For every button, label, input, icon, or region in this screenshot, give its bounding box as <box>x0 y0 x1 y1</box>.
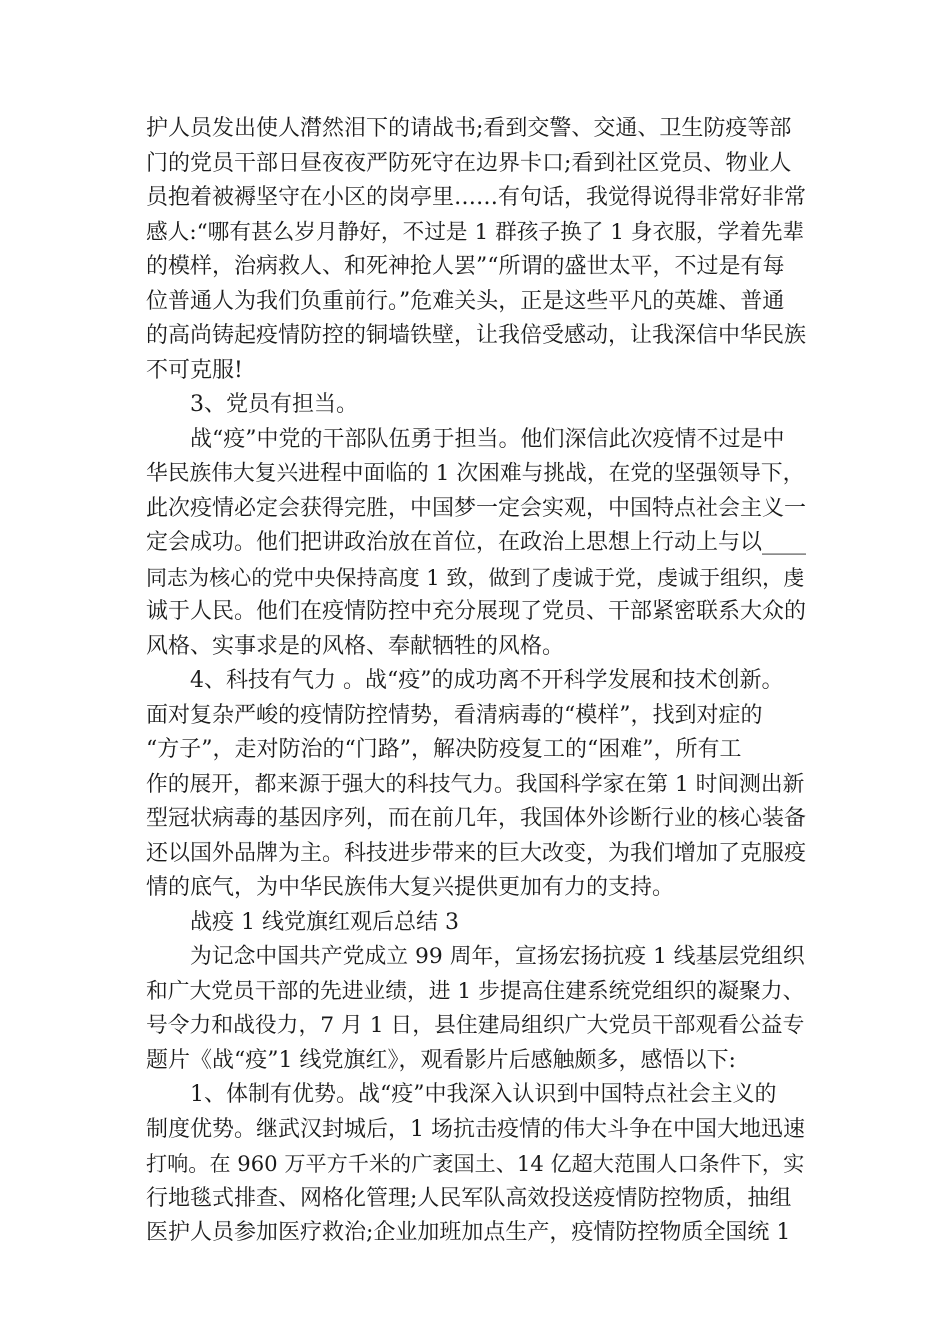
text-line: 风格、实事求是的风格、奉献牺牲的风格。 <box>146 633 565 659</box>
text-line: 作的展开，都来源于强大的科技气力。我国科学家在第 1 时间测出新 <box>146 771 805 797</box>
text-line: 题片《战“疫”1 线党旗红》，观看影片后感触颇多，感悟以下: <box>146 1047 736 1073</box>
text-line: 的高尚铸起疫情防控的铜墙铁壁，让我倍受感动，让我深信中华民族 <box>146 323 807 348</box>
text-line: 战“疫”中党的干部队伍勇于担当。他们深信此次疫情不过是中 <box>190 426 785 452</box>
text-line: 员抱着被褥坚守在小区的岗亭里……有句话，我觉得说得非常好非常 <box>146 185 807 210</box>
text-line: 面对复杂严峻的疫情防控情势，看清病毒的“模样”，找到对症的 <box>146 702 763 728</box>
text-line: 位普通人为我们负重前行。”危难关头，正是这些平凡的英雄、普通 <box>146 288 785 314</box>
text-line: 不可克服! <box>146 357 243 383</box>
text-line: 为记念中国共产党成立 99 周年，宣扬宏扬抗疫 1 线基层党组织 <box>190 944 805 969</box>
text-line: 诚于人民。他们在疫情防控中充分展现了党员、干部紧密联系大众的 <box>146 599 807 624</box>
text-line: “方子”，走对防治的“门路”，解决防疫复工的“困难”，所有工 <box>146 737 742 762</box>
text-line: 战疫 1 线党旗红观后总结 3 <box>190 909 459 935</box>
text-line: 护人员发出使人潸然泪下的请战书;看到交警、交通、卫生防疫等部 <box>146 116 792 141</box>
text-line: 的模样，治病救人、和死神抢人罢”“所谓的盛世太平，不过是有每 <box>146 254 785 279</box>
text-line: 型冠状病毒的基因序列，而在前几年，我国体外诊断行业的核心装备 <box>146 806 807 831</box>
text-line: 还以国外品牌为主。科技进步带来的巨大改变，为我们增加了克服疫 <box>146 840 807 866</box>
text-line: 4、科技有气力 。战“疫”的成功离不开科学发展和技术创新。 <box>190 668 784 693</box>
text-line: 门的党员干部日昼夜夜严防死守在边界卡口;看到社区党员、物业人 <box>146 150 792 176</box>
text-line: 号令力和战役力，7 月 1 日，县住建局组织广大党员干部观看公益专 <box>146 1013 805 1038</box>
text-line: 打响。在 960 万平方千米的广袤国土、14 亿超大范围人口条件下，实 <box>146 1151 805 1176</box>
text-line: 情的底气，为中华民族伟大复兴提供更加有力的支持。 <box>146 875 675 900</box>
text-line: 3、党员有担当。 <box>190 392 358 417</box>
text-line: 此次疫情必定会获得完胜，中国梦一定会实观，中国特点社会主义一 <box>146 495 807 521</box>
text-line: 医护人员参加医疗救治;企业加班加点生产，疫情防控物质全国统 1 <box>146 1220 791 1245</box>
text-line: 同志为核心的党中央保持高度 1 致，做到了虔诚于党，虔诚于组织，虔 <box>146 564 805 590</box>
text-line: 定会成功。他们把讲政治放在首位，在政治上思想上行动上与以____ <box>146 530 807 555</box>
text-line: 感人:“哪有甚么岁月静好，不过是 1 群孩子换了 1 身衣服，学着先辈 <box>146 219 805 245</box>
text-line: 和广大党员干部的先进业绩，进 1 步提高住建系统党组织的凝聚力、 <box>146 978 805 1004</box>
text-line: 制度优势。继武汉封城后，1 场抗击疫情的伟大斗争在中国大地迅速 <box>146 1116 805 1142</box>
text-line: 行地毯式排查、网格化管理;人民军队高效投送疫情防控物质，抽组 <box>146 1185 792 1211</box>
text-line: 华民族伟大复兴进程中面临的 1 次困难与挑战，在党的坚强领导下， <box>146 461 805 486</box>
document-body <box>146 112 808 1251</box>
text-line: 1、体制有优势。战“疫”中我深入认识到中国特点社会主义的 <box>190 1082 777 1107</box>
